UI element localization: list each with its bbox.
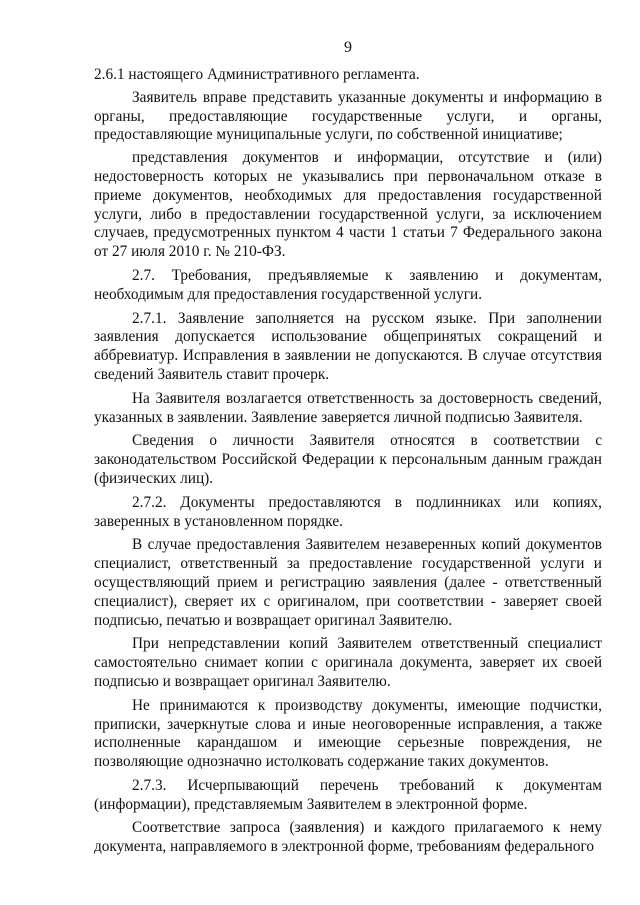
paragraph-responsibility: На Заявителя возлагается ответственность за достоверность сведений, указанных в заявлении. Заявление заверяется личной подписью Заявителя. [94,389,602,426]
paragraph-uncertified-copies: В случае предоставления Заявителем незаверенных копий документов специалист, ответственный за предоставление государственной услуги и осуществляющий прием и регистрацию заявления (далее - ответственный специалист), сверяет их с оригиналом, при соответствии - заверяет своей подписью, печатью и возвращает оригинал Заявителю. [94,536,602,629]
paragraph-electronic-compliance: Соответствие запроса (заявления) и каждого прилагаемого к нему документа, направляемого в электронной форме, требованиям федерального [94,819,602,856]
paragraph-personal-data: Сведения о личности Заявителя относятся в соответствии с законодательством Российской Федерации к персональным данным граждан (физических лиц). [94,432,602,487]
paragraph-section-2-7: 2.7. Требования, предъявляемые к заявлению и документам, необходимым для предоставления государственной услуги. [94,266,602,303]
paragraph-section-2-7-3: 2.7.3. Исчерпывающий перечень требований к документам (информации), представляемым Заявителем в электронной форме. [94,776,602,813]
paragraph-section-2-7-1: 2.7.1. Заявление заполняется на русском языке. При заполнении заявления допускается использование общепринятых сокращений и аббревиатур. Исправления в заявлении не допускаются. В случае отсутствия сведений Заявитель ставит прочерк. [94,309,602,383]
page-number: 9 [344,39,352,56]
paragraph-section-2-7-2: 2.7.2. Документы предоставляются в подлинниках или копиях, заверенных в установленном порядке. [94,493,602,530]
paragraph-submission-exceptions: представления документов и информации, отсутствие и (или) недостоверность которых не указывались при первоначальном отказе в приеме документов, необходимых для предоставления государственной услуги, либо в предоставлении государственной услуги, за исключением случаев, предусмотренных пунктом 4 части 1 статьи 7 Федерального закона от 27 июля 2010 г. № 210-ФЗ. [94,149,602,261]
paragraph-copies-by-specialist: При непредставлении копий Заявителем ответственный специалист самостоятельно снимает копии с оригинала документа, заверяет их своей подписью и возвращает оригинал Заявителю. [94,635,602,690]
paragraph-rejected-documents: Не принимаются к производству документы, имеющие подчистки, приписки, зачеркнутые слова и иные неоговоренные исправления, а также исполненные карандашом и имеющие серьезные повреждения, не позволяющие однозначно истолковать содержание таких документов. [94,696,602,771]
paragraph-applicant-right: Заявитель вправе представить указанные документы и информацию в органы, предоставляющие государственные услуги, и органы, предоставляющие муниципальные услуги, по собственной инициативе; [94,88,602,144]
paragraph-continuation: 2.6.1 настоящего Административного регламента. [94,66,420,83]
